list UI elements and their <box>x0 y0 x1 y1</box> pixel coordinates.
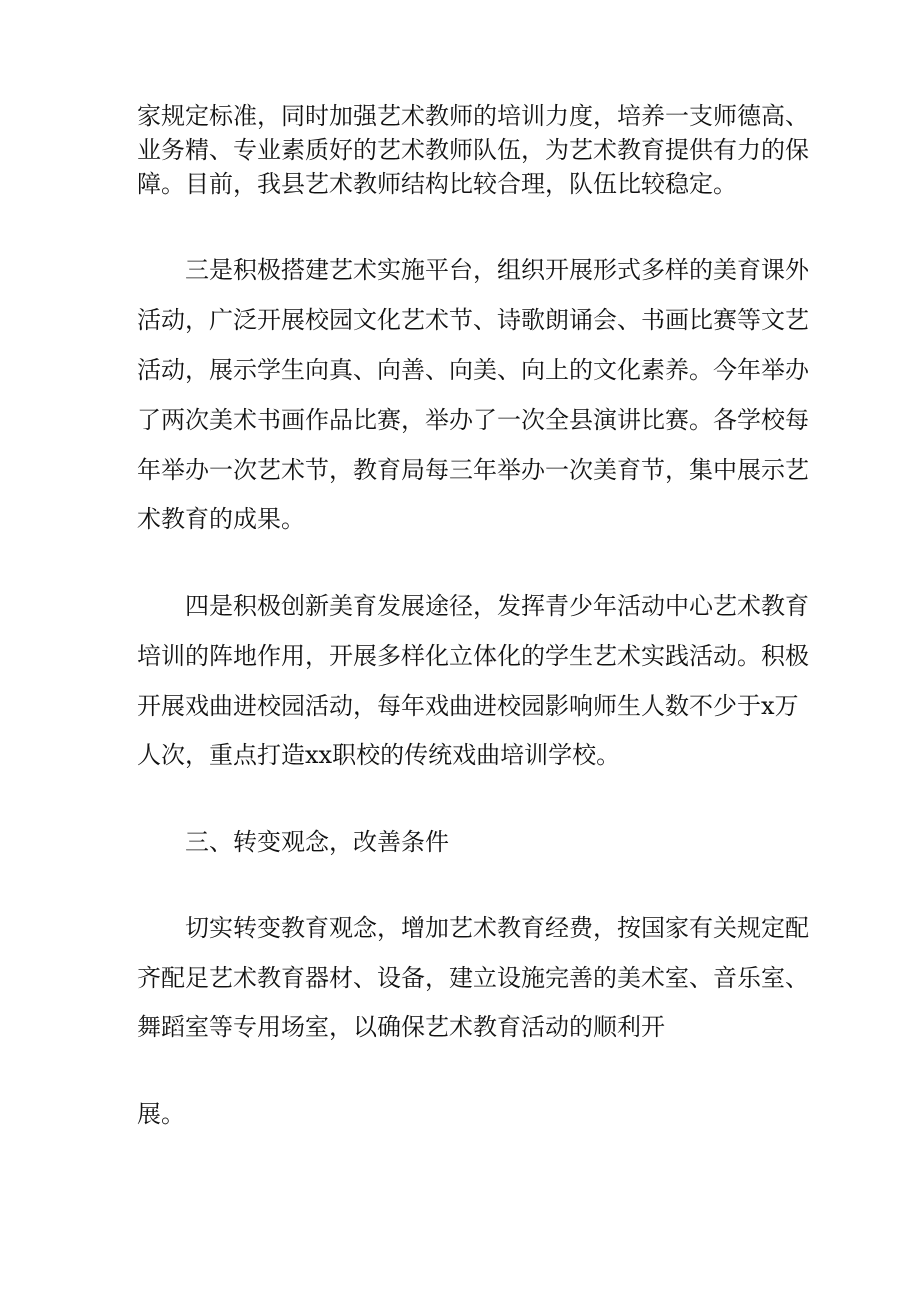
paragraph-6-line-1: 展。 <box>137 1100 185 1128</box>
paragraph-3-line-4: 人次，重点打造xx职校的传统戏曲培训学校。 <box>137 741 621 769</box>
section-heading: 三、转变观念，改善条件 <box>185 828 449 856</box>
paragraph-3-line-2: 培训的阵地作用，开展多样化立体化的学生艺术实践活动。积极 <box>137 642 809 670</box>
paragraph-5-line-3: 舞蹈室等专用场室，以确保艺术教育活动的顺利开 <box>137 1013 665 1041</box>
paragraph-1-line-1: 家规定标准，同时加强艺术教师的培训力度，培养一支师德高、 <box>137 102 809 130</box>
paragraph-5-line-1: 切实转变教育观念，增加艺术教育经费，按国家有关规定配 <box>185 914 809 942</box>
paragraph-2-line-4: 了两次美术书画作品比赛，举办了一次全县演讲比赛。各学校每 <box>137 406 809 434</box>
paragraph-1-line-3: 障。目前，我县艺术教师结构比较合理，队伍比较稳定。 <box>137 170 737 198</box>
paragraph-3-line-1: 四是积极创新美育发展途径，发挥青少年活动中心艺术教育 <box>185 592 809 620</box>
paragraph-2-line-2: 活动，广泛开展校园文化艺术节、诗歌朗诵会、书画比赛等文艺 <box>137 306 809 334</box>
paragraph-5-line-2: 齐配足艺术教育器材、设备，建立设施完善的美术室、音乐室、 <box>137 964 809 992</box>
paragraph-2-line-1: 三是积极搭建艺术实施平台，组织开展形式多样的美育课外 <box>185 256 809 284</box>
paragraph-3-line-3: 开展戏曲进校园活动，每年戏曲进校园影响师生人数不少于x万 <box>137 692 799 720</box>
paragraph-2-line-3: 活动，展示学生向真、向善、向美、向上的文化素养。今年举办 <box>137 356 809 384</box>
paragraph-2-line-5: 年举办一次艺术节，教育局每三年举办一次美育节，集中展示艺 <box>137 456 809 484</box>
paragraph-1-line-2: 业务精、专业素质好的艺术教师队伍，为艺术教育提供有力的保 <box>137 136 809 164</box>
paragraph-2-line-6: 术教育的成果。 <box>137 505 305 533</box>
